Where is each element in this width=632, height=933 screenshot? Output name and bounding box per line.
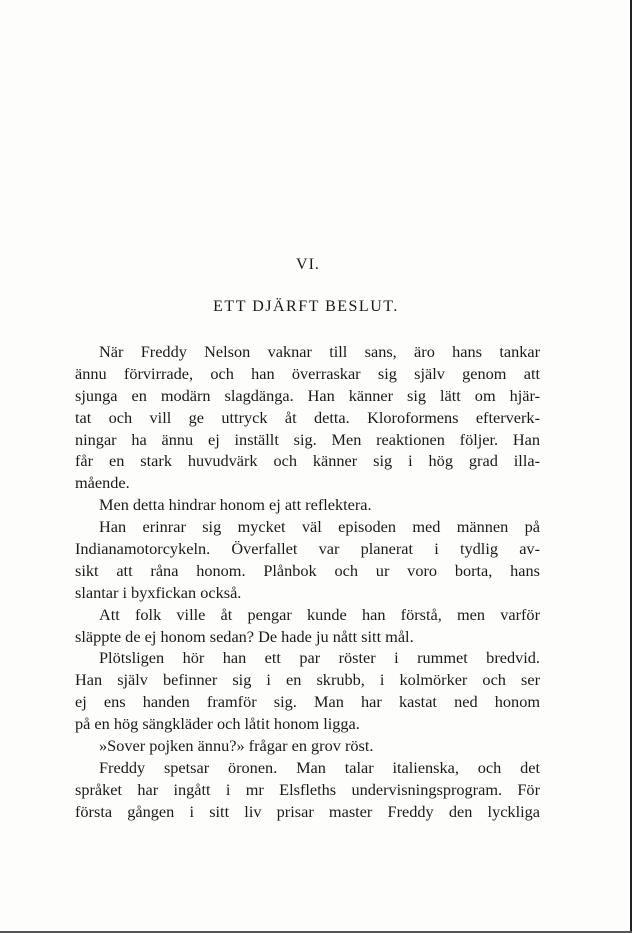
text-line: ej ens handen framför sig. Man har kastat ned honom xyxy=(75,692,540,712)
text-line: tat och vill ge uttryck åt detta. Kloroformens efterverk- xyxy=(75,407,540,427)
text-line: får en stark huvudvärk och känner sig i hög grad illa- xyxy=(75,451,540,471)
text-line: »Sover pojken ännu?» frågar en grov röst. xyxy=(99,736,374,756)
text-line: Han själv befinner sig i en skrubb, i kolmörker och ser xyxy=(75,670,540,690)
text-line: språket har ingått i mr Elsfleths undervisningsprogram. För xyxy=(75,779,540,799)
text-line: ningar ha ännu ej inställt sig. Men reaktionen följer. Han xyxy=(75,429,540,449)
text-line: Plötsligen hör han ett par röster i rummet bredvid. xyxy=(99,648,540,668)
chapter-number: VI. xyxy=(296,256,320,273)
text-line: När Freddy Nelson vaknar till sans, äro hans tankar xyxy=(99,342,540,361)
text-line: sikt att råna honom. Plånbok och ur voro borta, hans xyxy=(75,560,540,580)
text-line: ännu förvirrade, och han överraskar sig själv genom att xyxy=(75,363,540,383)
body-text xyxy=(75,341,540,823)
text-line: Han erinrar sig mycket väl episoden med männen på xyxy=(99,517,540,537)
chapter-title: ETT DJÄRFT BESLUT. xyxy=(213,298,399,315)
text-line: första gången i sitt liv prisar master Freddy den lyckliga xyxy=(75,801,540,821)
text-line: Att folk ville åt pengar kunde han förstå, men varför xyxy=(99,604,540,624)
text-line: Men detta hindrar honom ej att reflektera. xyxy=(99,495,372,515)
text-line: släppte de ej honom sedan? De hade ju nått sitt mål. xyxy=(75,626,414,646)
text-line: Indianamotorcykeln. Överfallet var planerat i tydlig av- xyxy=(75,539,540,559)
text-line: Freddy spetsar öronen. Man talar italienska, och det xyxy=(99,757,540,777)
text-line: på en hög sängkläder och låtit honom ligga. xyxy=(75,714,360,734)
text-line: mående. xyxy=(75,473,130,493)
text-line: slantar i byxfickan också. xyxy=(75,582,242,602)
text-line: sjunga en modärn slagdänga. Han känner sig lätt om hjär- xyxy=(75,385,540,405)
